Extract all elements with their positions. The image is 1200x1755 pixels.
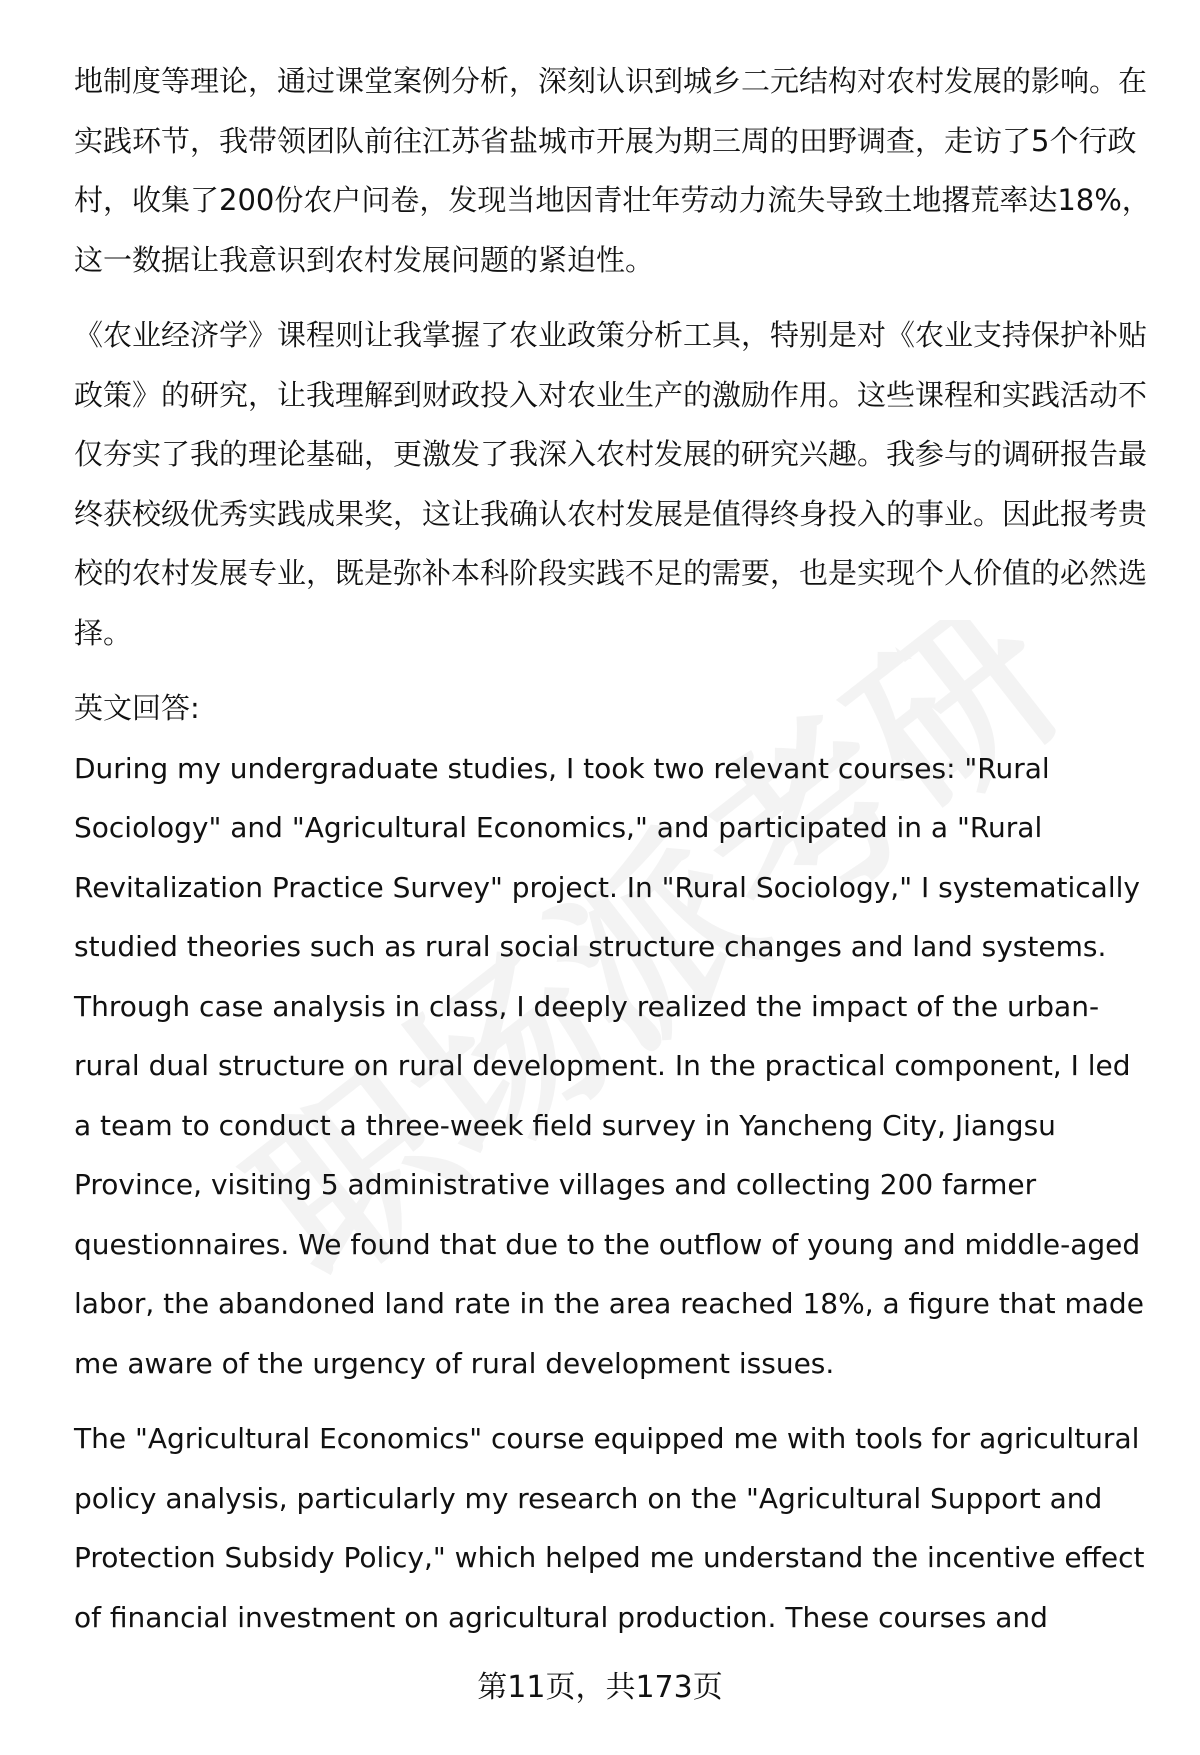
paragraph-cn-2: 《农业经济学》课程则让我掌握了农业政策分析工具，特别是对《农业支持保护补贴政策》的研究，让我理解到财政投入对农业生产的激励作用。这些课程和实践活动不仅夯实了我的理论基础，更激发了我深入农村发展的研究兴趣。我参与的调研报告最终获校级优秀实践成果奖，这让我确认农村发展是值得终身投入的事业。因此报考贵校的农村发展专业，既是弥补本科阶段实践不足的需要，也是实现个人价值的必然选择。 <box>74 318 1148 650</box>
document-page <box>74 52 1154 1647</box>
paragraph-en-1: During my undergraduate studies, I took two relevant courses: "Rural Sociology" and "Agricultural Economics," and participated in a "Rural Revitalization Practice Survey" project. In "Rural Sociology," I systematically studied theories such as rural social structure changes and land systems. Through case analysis in class, I deeply realized the impact of the urban-rural dual structure on rural development. In the practical component, I led a team to conduct a three-week field survey in Yancheng City, Jiangsu Province, visiting 5 administrative villages and collecting 200 farmer questionnaires. We found that due to the outflow of young and middle-aged labor, the abandoned land rate in the area reached 18%, a figure that made me aware of the urgency of rural development issues. <box>74 751 1144 1380</box>
paragraph-cn-1: 地制度等理论，通过课堂案例分析，深刻认识到城乡二元结构对农村发展的影响。在实践环节，我带领团队前往江苏省盐城市开展为期三周的田野调查，走访了5个行政村，收集了200份农户问卷，发现当地因青壮年劳动力流失导致土地撂荒率达18%，这一数据让我意识到农村发展问题的紧迫性。 <box>74 64 1151 277</box>
paragraph-en-2: The "Agricultural Economics" course equipped me with tools for agricultural policy analysis, particularly my research on the "Agricultural Support and Protection Subsidy Policy," which helped me understand the incentive effect of financial investment on agricultural production. These courses and <box>74 1422 1145 1634</box>
page-indicator: 第11页，共173页 <box>477 1670 723 1705</box>
english-answer-heading: 英文回答: <box>74 691 200 725</box>
